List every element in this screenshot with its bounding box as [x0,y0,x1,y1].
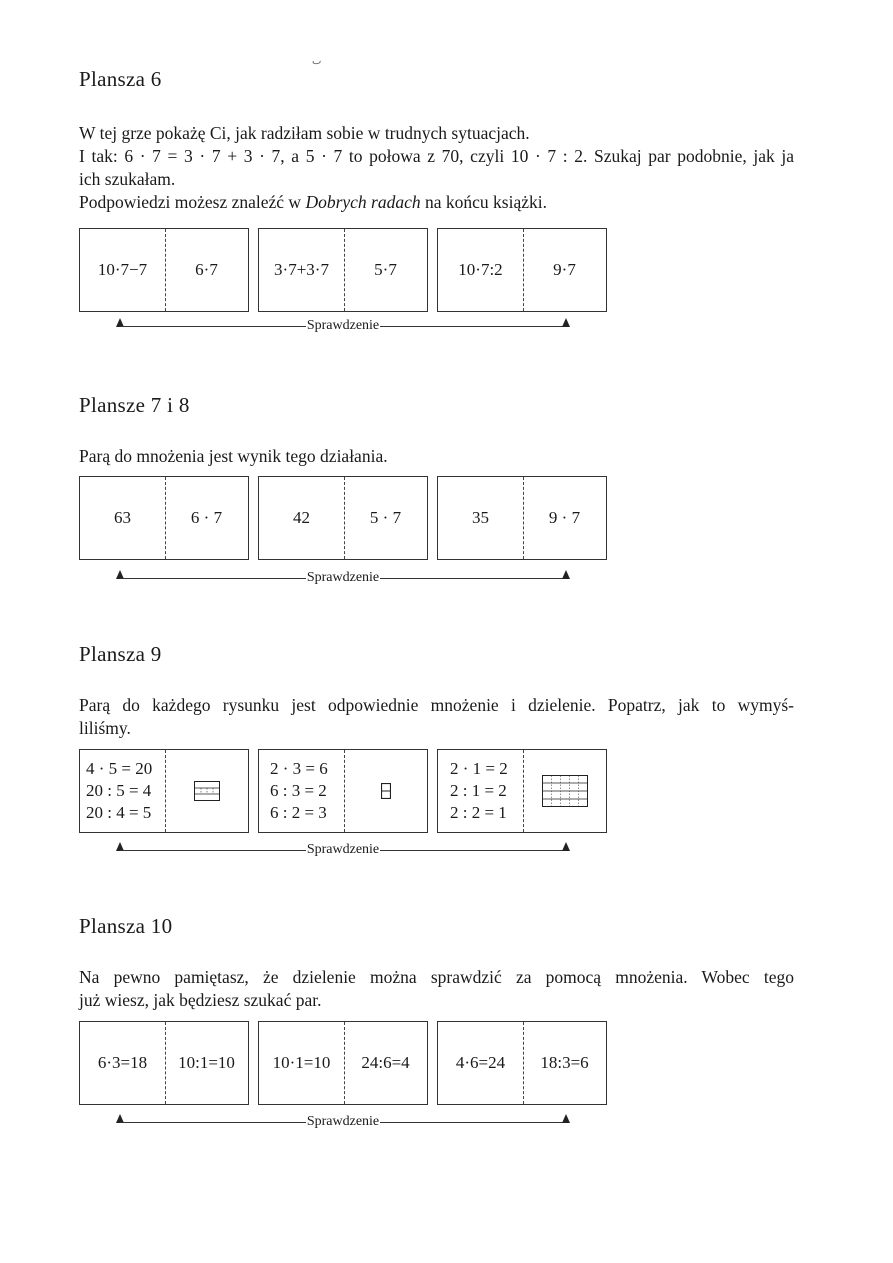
intro-line: W tej grze pokażę Ci, jak radziłam sobie w trudnych sytuacjach. [79,123,530,143]
hint-line [79,191,794,214]
card-right-expression: 6 · 7 [190,508,223,527]
grid-2x3-icon [381,783,391,799]
section-intro [79,694,794,740]
card-left-expression: 10·7−7 [97,260,148,279]
card-left-value: 35 [472,508,489,527]
check-line [118,318,568,334]
card-left-value: 63 [114,508,131,527]
scan-speck: ٮ [312,56,322,67]
intro-line: Na pewno pamiętasz, że dzielenie można sprawdzić za pomocą mnożenia. Wobec tego [79,967,794,987]
grid-4x5-icon [194,781,220,801]
card-left-equation: 4·6=24 [455,1053,506,1072]
equation: 2 : 1 = 2 [450,781,507,800]
intro-line: już wiesz, jak będziesz szukać par. [79,990,322,1010]
equation: 2 · 3 = 6 [270,759,328,778]
equation: 2 · 1 = 2 [450,759,508,778]
hint-prefix: Podpowiedzi możesz znaleźć w [79,192,306,212]
domino-card[interactable] [79,228,249,312]
equation-group [270,758,328,824]
domino-card[interactable] [258,476,428,560]
domino-card[interactable] [437,1021,607,1105]
intro-line: Parą do każdego rysunku jest odpowiednie mnożenie i dzielenie. Popatrz, jak to wymyś- [79,695,794,715]
equation-group [86,758,152,824]
check-line [118,570,568,586]
intro-line: liliśmy. [79,718,131,738]
section-heading-plansza-9: Plansza 9 [79,642,162,666]
equation: 2 : 2 = 1 [450,803,507,822]
equation: 6 : 3 = 2 [270,781,327,800]
check-line [118,842,568,858]
card-right-equation: 24:6=4 [361,1053,410,1072]
hint-book-title: Dobrych radach [305,192,421,212]
card-left-equation: 10·1=10 [272,1053,331,1072]
section-heading-plansze-7-8: Plansze 7 i 8 [79,393,190,417]
section-intro [79,122,794,214]
card-left-expression: 10·7:2 [458,260,503,279]
check-label: Sprawdzenie [306,1114,380,1129]
card-left-value: 42 [293,508,310,527]
intro-line: I tak: 6 · 7 = 3 · 7 + 3 · 7, a 5 · 7 to połowa z 70, czyli 10 · 7 : 2. Szukaj par podobnie, jak ja [79,146,794,166]
domino-card[interactable] [258,228,428,312]
domino-card[interactable] [437,476,607,560]
domino-card[interactable] [79,1021,249,1105]
card-right-expression: 5 · 7 [369,508,402,527]
check-label: Sprawdzenie [306,570,380,585]
domino-card[interactable] [79,749,249,833]
intro-line: ich szukałam. [79,169,176,189]
card-right-equation: 18:3=6 [540,1053,589,1072]
card-right-expression: 5·7 [374,260,397,279]
equation-group [450,758,508,824]
domino-card[interactable] [437,228,607,312]
section-heading-plansza-6: Plansza 6 [79,67,162,91]
card-right-equation: 10:1=10 [178,1053,235,1072]
domino-card[interactable] [437,749,607,833]
equation: 20 : 5 = 4 [86,781,152,800]
section-intro [79,966,794,1012]
equation: 20 : 4 = 5 [86,803,152,822]
domino-card[interactable] [258,1021,428,1105]
domino-card[interactable] [258,749,428,833]
card-left-expression: 3·7+3·7 [274,260,329,279]
intro-line: Parą do mnożenia jest wynik tego działania. [79,446,388,466]
card-left-equation: 6·3=18 [97,1053,148,1072]
equation: 4 · 5 = 20 [86,759,153,778]
section-heading-plansza-10: Plansza 10 [79,914,173,938]
check-label: Sprawdzenie [306,842,380,857]
card-right-expression: 6·7 [195,260,218,279]
grid-4x5-large-icon [542,775,588,807]
check-label: Sprawdzenie [306,318,380,333]
hint-suffix: na końcu książki. [420,192,547,212]
domino-card[interactable] [79,476,249,560]
section-intro [79,445,794,468]
equation: 6 : 2 = 3 [270,803,327,822]
card-right-expression: 9 · 7 [548,508,581,527]
card-right-expression: 9·7 [553,260,576,279]
check-line [118,1114,568,1130]
